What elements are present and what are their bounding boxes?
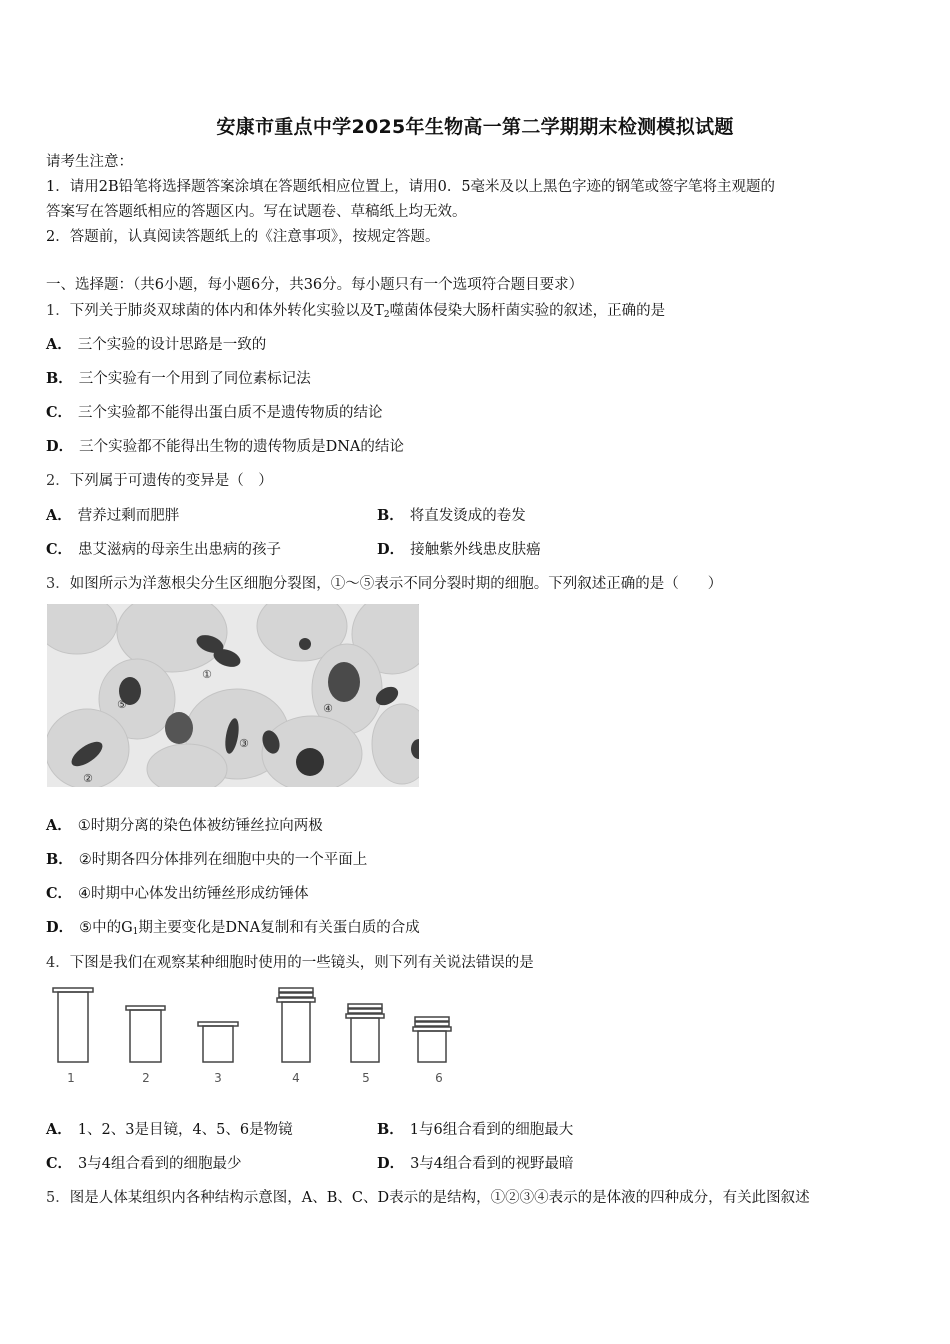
q2-option-c: C． 患艾滋病的母亲生出患病的孩子 [46, 541, 282, 558]
fig-label-2: ② [83, 772, 93, 785]
cell-division-micrograph [47, 604, 419, 787]
q4-option-b: B． 1与6组合看到的细胞最大 [377, 1121, 574, 1138]
q2-option-d: D． 接触紫外线患皮肤癌 [377, 541, 541, 558]
q1-option-b: B． 三个实验有一个用到了同位素标记法 [46, 370, 311, 387]
notice-2: 2．答题前，认真阅读答题纸上的《注意事项》，按规定答题。 [46, 229, 440, 245]
fig-label-5: ⑤ [117, 698, 127, 711]
q3-stem: 3．如图所示为洋葱根尖分生区细胞分裂图，①～⑤表示不同分裂时期的细胞。下列叙述正确的是（ ） [46, 576, 723, 592]
lens-label-6: 6 [435, 1071, 443, 1085]
q1-number: 1． [46, 303, 70, 319]
lens-label-4: 4 [292, 1071, 300, 1085]
q5-stem: 5．图是人体某组织内各种结构示意图，A、B、C、D表示的是结构，①②③④表示的是体液的四种成分，有关此图叙述 [46, 1190, 810, 1206]
page-title: 安康市重点中学2025年生物高一第二学期期末检测模拟试题 [216, 116, 734, 138]
lens-diagram [46, 984, 466, 1090]
lens-label-2: 2 [142, 1071, 150, 1085]
q4-option-a: A． 1、2、3是目镜，4、5、6是物镜 [46, 1121, 293, 1138]
fig-label-3: ③ [239, 737, 249, 750]
fig-label-4: ④ [323, 702, 333, 715]
q1-option-a: A． 三个实验的设计思路是一致的 [46, 336, 267, 353]
q1-option-d: D． 三个实验都不能得出生物的遗传物质是DNA的结论 [46, 438, 404, 455]
q4-option-c: C． 3与4组合看到的细胞最少 [46, 1155, 242, 1172]
notice-1-line-1: 1．请用2B铅笔将选择题答案涂填在答题纸相应位置上，请用0．5毫米及以上黑色字迹的钢笔或签字笔将主观题的 [46, 179, 776, 195]
q1-option-c: C． 三个实验都不能得出蛋白质不是遗传物质的结论 [46, 404, 383, 421]
q2-option-a: A． 营养过剩而肥胖 [46, 507, 180, 524]
q3-option-a: A． ①时期分离的染色体被纺锤丝拉向两极 [46, 817, 323, 834]
fig-label-1: ① [202, 668, 212, 681]
q2-stem: 2．下列属于可遗传的变异是（ ） [46, 473, 273, 489]
lens-label-3: 3 [214, 1071, 222, 1085]
q4-stem: 4．下图是我们在观察某种细胞时使用的一些镜头，则下列有关说法错误的是 [46, 955, 534, 971]
q1-stem: 1．下列关于肺炎双球菌的体内和体外转化实验以及$T_2$噬菌体侵染大肠杆菌实验的叙述，正确的是 [46, 303, 666, 320]
section-heading: 一、选择题：（共6小题，每小题6分，共36分。每小题只有一个选项符合题目要求） [46, 277, 584, 293]
notice-1-line-2: 答案写在答题纸相应的答题区内。写在试题卷、草稿纸上均无效。 [46, 204, 467, 220]
notice-heading: 请考生注意： [46, 154, 133, 170]
q3-option-b: B． ②时期各四分体排列在细胞中央的一个平面上 [46, 851, 368, 868]
q3-option-c: C． ④时期中心体发出纺锤丝形成纺锤体 [46, 885, 309, 902]
q3-option-d: D． ⑤中的$G_1$期主要变化是DNA复制和有关蛋白质的合成 [46, 919, 420, 937]
lens-label-1: 1 [67, 1071, 75, 1085]
q2-option-b: B． 将直发烫成的卷发 [377, 507, 526, 524]
lens-label-5: 5 [362, 1071, 370, 1085]
q4-option-d: D． 3与4组合看到的视野最暗 [377, 1155, 574, 1172]
